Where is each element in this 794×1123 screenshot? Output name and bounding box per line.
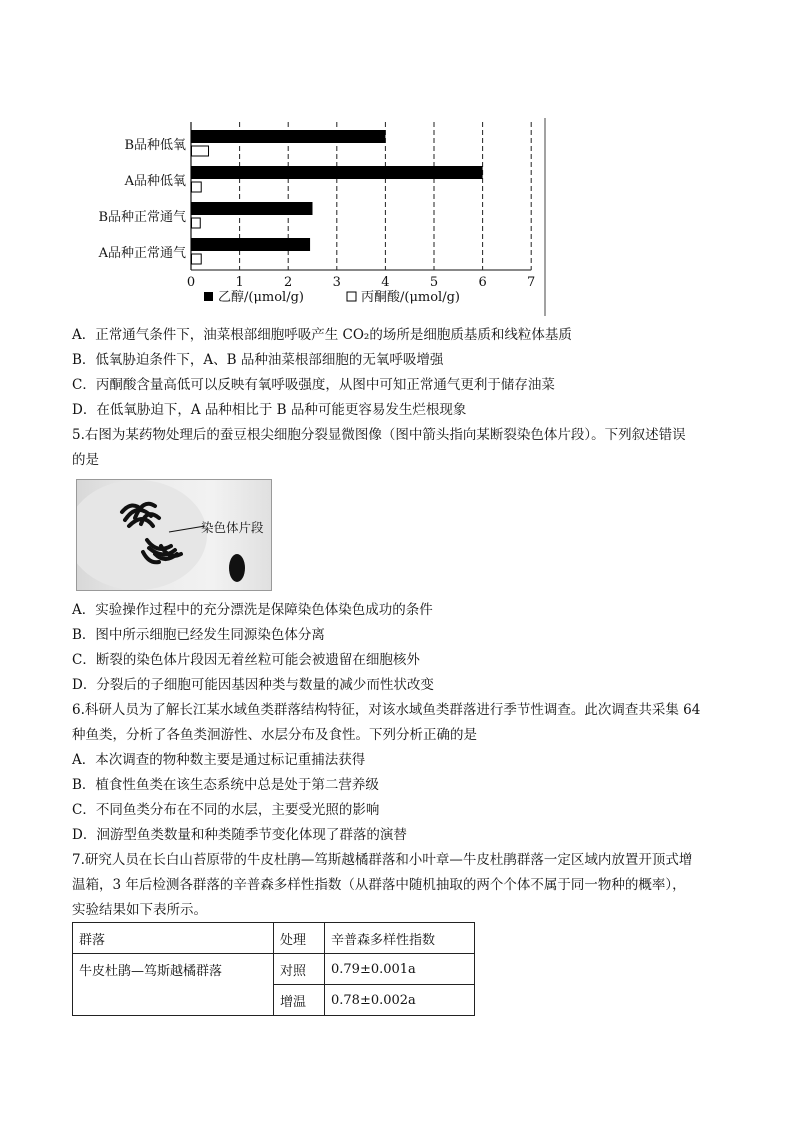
q6-option-a: A．本次调查的物种数主要是通过标记重捕法获得	[72, 752, 366, 768]
table-cell-value: 0.79±0.001a	[325, 954, 475, 985]
x-tick-label: 0	[186, 275, 196, 290]
q6-stem-line2: 种鱼类，分析了各鱼类洄游性、水层分布及食性。下列分析正确的是	[72, 727, 477, 743]
q5-option-c: C．断裂的染色体片段因无着丝粒可能会被遗留在细胞核外	[72, 652, 420, 668]
q5-stem-line1: 5.右图为某药物处理后的蚕豆根尖细胞分裂显微图像（图中箭头指向某断裂染色体片段）。下列叙述错误	[72, 427, 686, 443]
q6-option-b: B．植食性鱼类在该生态系统中总是处于第二营养级	[72, 777, 379, 793]
chart-tick-labels	[187, 275, 535, 290]
q5-option-b: B．图中所示细胞已经发生同源染色体分离	[72, 627, 325, 643]
bar-ethanol	[191, 202, 313, 215]
q6-stem-line1: 6.科研人员为了解长江某水域鱼类群落结构特征，对该水域鱼类群落进行季节性调查。此次调查共采集 64	[72, 702, 701, 718]
category-label: B品种正常通气	[98, 210, 186, 225]
x-tick-label: 5	[429, 275, 439, 290]
legend-swatch-ethanol	[204, 292, 213, 301]
q4-option-c: C．丙酮酸含量高低可以反映有氧呼吸强度，从图中可知正常通气更利于储存油菜	[72, 377, 555, 393]
diversity-table	[72, 922, 475, 1016]
x-tick-label: 1	[235, 275, 244, 290]
chromosome-fragment-label: 染色体片段	[201, 520, 264, 535]
table-cell-treatment: 对照	[274, 954, 325, 985]
table-cell-value: 0.78±0.002a	[325, 985, 475, 1016]
bar-pyruvate	[192, 146, 209, 156]
table-header-cell: 辛普森多样性指数	[325, 923, 475, 954]
x-tick-label: 2	[284, 275, 293, 290]
bar-ethanol	[191, 166, 483, 179]
q7-stem-line1: 7.研究人员在长白山苔原带的牛皮杜鹃—笃斯越橘群落和小叶章—牛皮杜鹃群落一定区域内放置开顶式增	[72, 852, 693, 868]
q5-stem-line2: 的是	[72, 452, 99, 468]
bar-pyruvate	[192, 254, 202, 264]
category-label: A品种低氧	[124, 174, 186, 189]
bar-pyruvate	[192, 182, 202, 192]
q7-stem-line2: 温箱，3 年后检测各群落的辛普森多样性指数（从群落中随机抽取的两个个体不属于同一物种的概率），	[72, 877, 686, 893]
legend-swatch-pyruvate	[347, 292, 356, 301]
category-label: B品种低氧	[124, 138, 186, 153]
chart-category-labels	[98, 138, 186, 261]
chart-legend	[204, 289, 460, 305]
q5-option-d: D．分裂后的子细胞可能因基因种类与数量的减少而性状改变	[72, 677, 434, 693]
x-tick-label: 4	[381, 275, 390, 290]
bar-chart	[80, 118, 550, 318]
table-cell-treatment: 增温	[274, 985, 325, 1016]
table-header-cell: 群落	[73, 923, 274, 954]
legend-label-pyruvate: 丙酮酸/(μmol/g)	[361, 290, 460, 305]
x-tick-label: 6	[478, 275, 487, 290]
x-tick-label: 7	[527, 275, 536, 290]
micrograph-image	[76, 479, 272, 591]
q4-option-b: B．低氧胁迫条件下，A、B 品种油菜根部细胞的无氧呼吸增强	[72, 352, 444, 368]
x-tick-label: 3	[332, 275, 341, 290]
table-cell-community: 牛皮杜鹃—笃斯越橘群落	[73, 954, 274, 1016]
legend-label-ethanol: 乙醇/(μmol/g)	[218, 290, 304, 305]
table-header-cell: 处理	[274, 923, 325, 954]
q5-option-a: A．实验操作过程中的充分漂洗是保障染色体染色成功的条件	[72, 602, 433, 618]
q6-option-c: C．不同鱼类分布在不同的水层，主要受光照的影响	[72, 802, 380, 818]
chart-grid	[191, 118, 545, 316]
bar-pyruvate	[192, 218, 201, 228]
category-label: A品种正常通气	[98, 246, 186, 261]
bar-ethanol	[191, 130, 385, 143]
q7-stem-line3: 实验结果如下表所示。	[72, 902, 207, 918]
table-row	[73, 954, 475, 985]
q4-option-a: A．正常通气条件下，油菜根部细胞呼吸产生 CO₂的场所是细胞质基质和线粒体基质	[72, 327, 572, 343]
bar-ethanol	[191, 238, 310, 251]
q4-option-d: D．在低氧胁迫下，A 品种相比于 B 品种可能更容易发生烂根现象	[72, 402, 467, 418]
table-header-row	[73, 923, 475, 954]
q6-option-d: D．洄游型鱼类数量和种类随季节变化体现了群落的演替	[72, 827, 407, 843]
